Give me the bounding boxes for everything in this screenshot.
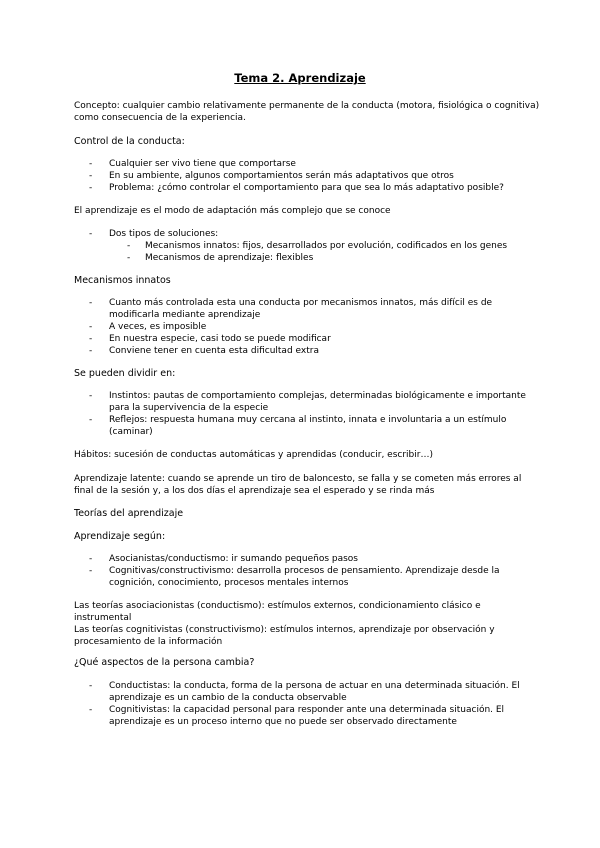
latente-line-2: final de la sesión y, a los dos días el aprendizaje sea el esperado y se rinda más bbox=[74, 486, 435, 496]
bullet-dash: - bbox=[89, 681, 93, 691]
list-item-continuation: cognición, conocimiento, procesos mentales internos bbox=[109, 578, 349, 588]
bullet-dash: - bbox=[89, 171, 93, 181]
document-page: Tema 2. Aprendizaje Concepto: cualquier cambio relativamente permanente de la conducta (motora, fisiológica o cognitiva) como consecuencia de la experiencia. Control de la conducta: - Cualquier ser vivo tiene que comportarse - En su ambiente, algunos comportamientos serán más adaptativos que otros - Problema: ¿cómo controlar el comportamiento para que sea lo más adaptativo posible? El aprendizaje es el modo de adaptación más complejo que se conoce - Dos tipos de soluciones: - Mecanismos innatos: fijos, desarrollados por evolución, codificados en los genes - Mecanismos de aprendizaje: flexibles Mecanismos innatos - Cuanto más controlada esta una conducta por mecanismos innatos, más difícil es de modificarla mediante aprendizaje - A veces, es imposible - En nuestra especie, casi todo se puede modificar - Conviene tener en cuenta esta dificultad extra Se pueden dividir en: - Instintos: pautas de comportamiento complejas, determinadas biológicamente e importante para la supervivencia de la especie - Reflejos: respuesta humana muy cercana al instinto, innata e involuntaria a un estímulo (caminar) Hábitos: sucesión de conductas automáticas y aprendidas (conducir, escribir…) Aprendizaje latente: cuando se aprende un tiro de baloncesto, se falla y se cometen más errores al final de la sesión y, a los dos días el aprendizaje sea el esperado y se rinda más Teorías del aprendizaje Aprendizaje según: - Asocianistas/conductismo: ir sumando pequeños pasos - Cognitivas/constructivismo: desarrolla procesos de pensamiento. Aprendizaje desde la cognición, conocimiento, procesos mentales internos Las teorías asociacionistas (conductismo): estímulos externos, condicionamiento clásico e instrumental Las teorías cognitivistas (constructivismo): estímulos internos, aprendizaje por observación y procesamiento de la información ¿Qué aspectos de la persona cambia? - Conductistas: la conducta, forma de la persona de actuar en una determinada situación. El aprendizaje es un cambio de la conducta observable - Cognitivistas: la capacidad personal para responder ante una determinada situación. El aprendizaje es un proceso interno que no puede ser observado directamente bbox=[0, 0, 600, 848]
bullet-dash: - bbox=[89, 566, 93, 576]
bullet-dash: - bbox=[89, 159, 93, 169]
page-title: Tema 2. Aprendizaje bbox=[234, 71, 366, 85]
teorias-heading: Teorías del aprendizaje bbox=[74, 508, 184, 519]
aprendizaje-modo: El aprendizaje es el modo de adaptación más complejo que se conoce bbox=[74, 206, 391, 216]
bullet-dash: - bbox=[89, 705, 93, 715]
bullet-dash: - bbox=[89, 183, 93, 193]
segun-heading: Aprendizaje según: bbox=[74, 531, 166, 542]
teorias-line-3: Las teorías cognitivistas (constructivismo): estímulos internos, aprendizaje por observación y bbox=[74, 625, 495, 635]
teorias-line-1: Las teorías asociacionistas (conductismo): estímulos externos, condicionamiento clásico e bbox=[74, 601, 481, 611]
list-item-continuation: aprendizaje es un cambio de la conducta observable bbox=[109, 693, 347, 703]
list-item-continuation: modificarla mediante aprendizaje bbox=[109, 310, 261, 320]
bullet-dash: - bbox=[127, 253, 131, 263]
list-item-continuation: (caminar) bbox=[109, 427, 153, 437]
list-item-continuation: para la supervivencia de la especie bbox=[109, 403, 269, 413]
bullet-dash: - bbox=[89, 298, 93, 308]
aspectos-heading: ¿Qué aspectos de la persona cambia? bbox=[74, 657, 255, 668]
bullet-dash: - bbox=[89, 391, 93, 401]
list-item-continuation: aprendizaje es un proceso interno que no puede ser observado directamente bbox=[109, 717, 457, 727]
latente-line-1: Aprendizaje latente: cuando se aprende un tiro de baloncesto, se falla y se cometen más errores al bbox=[74, 474, 522, 484]
habitos: Hábitos: sucesión de conductas automáticas y aprendidas (conducir, escribir…) bbox=[74, 450, 433, 460]
concepto-line-2: como consecuencia de la experiencia. bbox=[74, 113, 246, 123]
teorias-line-2: instrumental bbox=[74, 613, 132, 623]
bullet-dash: - bbox=[89, 322, 93, 332]
bullet-dash: - bbox=[89, 229, 93, 239]
bullet-dash: - bbox=[89, 334, 93, 344]
teorias-line-4: procesamiento de la información bbox=[74, 637, 223, 647]
bullet-dash: - bbox=[89, 346, 93, 356]
dividir-heading: Se pueden dividir en: bbox=[74, 368, 176, 379]
bullet-dash: - bbox=[127, 241, 131, 251]
bullet-dash: - bbox=[89, 415, 93, 425]
concepto-line-1: Concepto: cualquier cambio relativamente permanente de la conducta (motora, fisiológica o cognitiva) bbox=[74, 101, 540, 111]
control-heading: Control de la conducta: bbox=[74, 136, 185, 147]
bullet-dash: - bbox=[89, 554, 93, 564]
innatos-heading: Mecanismos innatos bbox=[74, 275, 171, 286]
